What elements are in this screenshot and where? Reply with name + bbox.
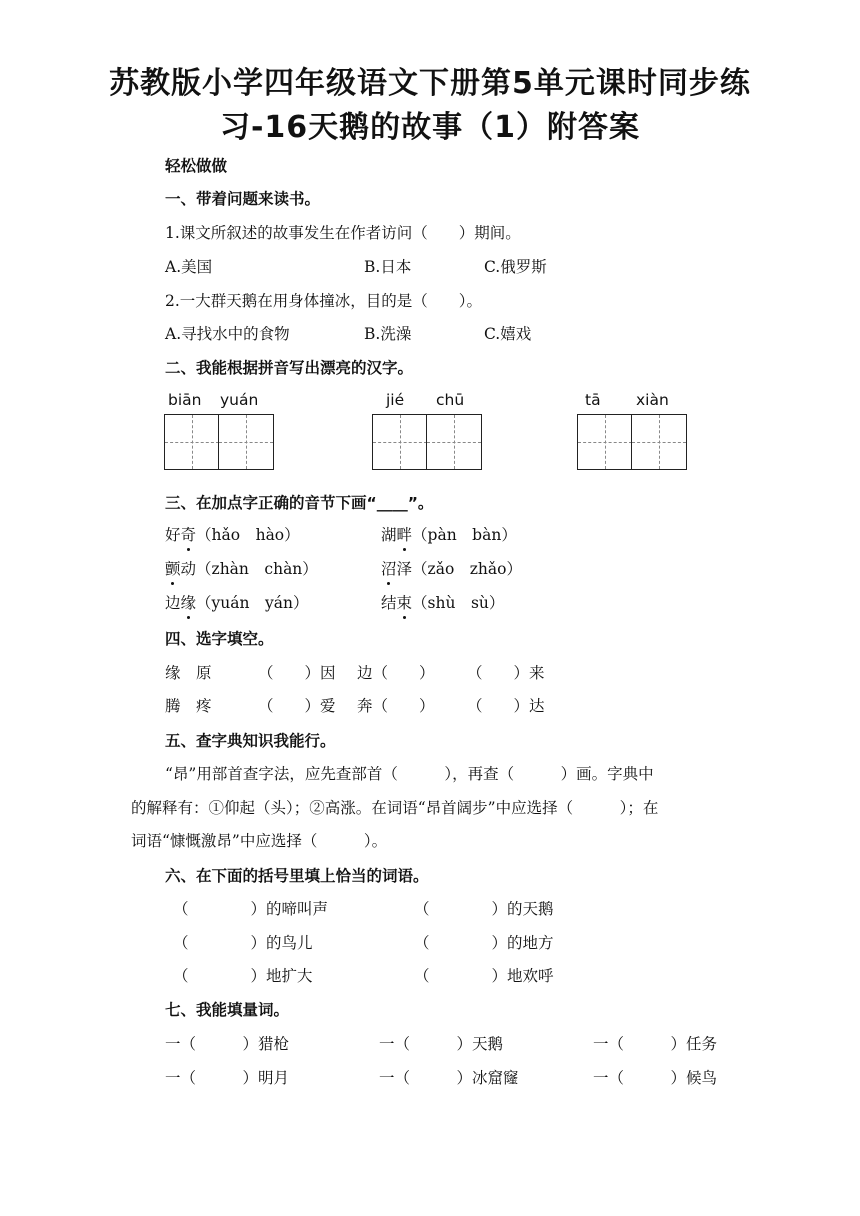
dotted-char: 畔 (397, 526, 413, 544)
section-6-heading: 六、在下面的括号里填上恰当的词语。 (165, 867, 429, 885)
grid-divider (218, 415, 219, 469)
dotted-char: 颤 (165, 560, 181, 578)
fill-blank[interactable]: 一（ ）任务 (593, 1035, 718, 1053)
pinyin-label: tā (585, 391, 601, 409)
pinyin-options: （yuán yán） (196, 594, 309, 612)
section-5-heading: 五、查字典知识我能行。 (165, 732, 336, 750)
page-title-line-1: 苏教版小学四年级语文下册第5单元课时同步练 (109, 66, 751, 101)
section-3-heading: 三、在加点字正确的音节下画“____”。 (165, 494, 434, 512)
q2-option-c[interactable]: C.嬉戏 (484, 325, 532, 343)
dotted-char: 奇 (181, 526, 197, 544)
q1-option-a[interactable]: A.美国 (165, 258, 213, 276)
char-pair: 缘 原 (165, 664, 212, 682)
word-char: 结 (381, 594, 397, 612)
dotted-word-item[interactable] (165, 523, 300, 545)
grid-cell[interactable] (632, 415, 686, 469)
grid-cell[interactable] (165, 415, 219, 469)
fill-blank[interactable]: （ ）因 (258, 664, 336, 682)
writing-grid[interactable] (372, 414, 482, 470)
q1-option-c[interactable]: C.俄罗斯 (484, 258, 547, 276)
section-7-heading: 七、我能填量词。 (165, 1001, 290, 1019)
pinyin-label: biān (168, 391, 202, 409)
fill-blank[interactable]: 奔（ ） (357, 697, 435, 715)
dotted-word-item[interactable] (381, 591, 504, 613)
dotted-word-item[interactable] (381, 557, 522, 579)
grid-cell[interactable] (373, 415, 427, 469)
fill-blank[interactable]: （ ）的地方 (414, 934, 554, 952)
dictionary-paragraph-line-1[interactable]: “昂”用部首查字法，应先查部首（ ），再查（ ）画。字典中 (165, 765, 654, 783)
fill-blank[interactable]: （ ）的鸟儿 (173, 934, 313, 952)
fill-blank[interactable]: （ ）的啼叫声 (173, 900, 329, 918)
intro-heading: 轻松做做 (165, 157, 228, 175)
pinyin-options: （zhàn chàn） (196, 560, 318, 578)
dotted-char: 沼 (381, 560, 397, 578)
fill-blank[interactable]: （ ）达 (467, 697, 545, 715)
pinyin-options: （pàn bàn） (412, 526, 517, 544)
pinyin-label: yuán (220, 391, 259, 409)
question-1: 1.课文所叙述的故事发生在作者访问（ ）期间。 (165, 224, 521, 242)
section-4-heading: 四、选字填空。 (165, 630, 274, 648)
pinyin-label: xiàn (636, 391, 669, 409)
word-char: 好 (165, 526, 181, 544)
fill-blank[interactable]: （ ）地欢呼 (414, 967, 554, 985)
question-2: 2.一大群天鹅在用身体撞冰，目的是（ ）。 (165, 292, 483, 310)
word-char: 泽 (396, 560, 413, 578)
fill-blank[interactable]: 一（ ）冰窟窿 (379, 1069, 519, 1087)
section-2-heading: 二、我能根据拼音写出漂亮的汉字。 (165, 359, 414, 377)
fill-blank[interactable]: （ ）来 (467, 664, 545, 682)
word-char: 湖 (381, 526, 397, 544)
char-pair: 腾 疼 (165, 697, 212, 715)
writing-grid[interactable] (577, 414, 687, 470)
q1-option-b[interactable]: B.日本 (364, 258, 412, 276)
dictionary-paragraph-line-2[interactable]: 的解释有：①仰起（头）；②高涨。在词语“昂首阔步”中应选择（ ）；在 (131, 799, 659, 817)
dotted-word-item[interactable] (165, 557, 318, 579)
dotted-char: 束 (397, 594, 413, 612)
dotted-char: 缘 (181, 594, 197, 612)
dotted-word-item[interactable] (381, 523, 517, 545)
fill-blank[interactable]: 一（ ）天鹅 (379, 1035, 504, 1053)
word-char: 动 (180, 560, 197, 578)
fill-blank[interactable]: 边（ ） (357, 664, 435, 682)
pinyin-options: （hǎo hào） (196, 526, 300, 544)
grid-divider (631, 415, 632, 469)
grid-cell[interactable] (427, 415, 481, 469)
pinyin-options: （zǎo zhǎo） (412, 560, 522, 578)
fill-blank[interactable]: （ ）的天鹅 (414, 900, 554, 918)
fill-blank[interactable]: 一（ ）猎枪 (165, 1035, 290, 1053)
q2-option-b[interactable]: B.洗澡 (364, 325, 412, 343)
pinyin-label: chū (436, 391, 465, 409)
q2-option-a[interactable]: A.寻找水中的食物 (165, 325, 290, 343)
writing-grid[interactable] (164, 414, 274, 470)
fill-blank[interactable]: 一（ ）明月 (165, 1069, 290, 1087)
pinyin-options: （shù sù） (412, 594, 505, 612)
fill-blank[interactable]: （ ）地扩大 (173, 967, 313, 985)
grid-cell[interactable] (578, 415, 632, 469)
dictionary-paragraph-line-3[interactable]: 词语“慷慨激昂”中应选择（ ）。 (131, 832, 388, 850)
pinyin-label: jié (386, 391, 405, 409)
section-1-heading: 一、带着问题来读书。 (165, 190, 321, 208)
page-title-line-2: 习-16天鹅的故事（1）附答案 (219, 110, 641, 145)
grid-divider (426, 415, 427, 469)
word-char: 边 (165, 594, 181, 612)
grid-cell[interactable] (219, 415, 273, 469)
dotted-word-item[interactable] (165, 591, 308, 613)
fill-blank[interactable]: 一（ ）候鸟 (593, 1069, 718, 1087)
fill-blank[interactable]: （ ）爱 (258, 697, 336, 715)
